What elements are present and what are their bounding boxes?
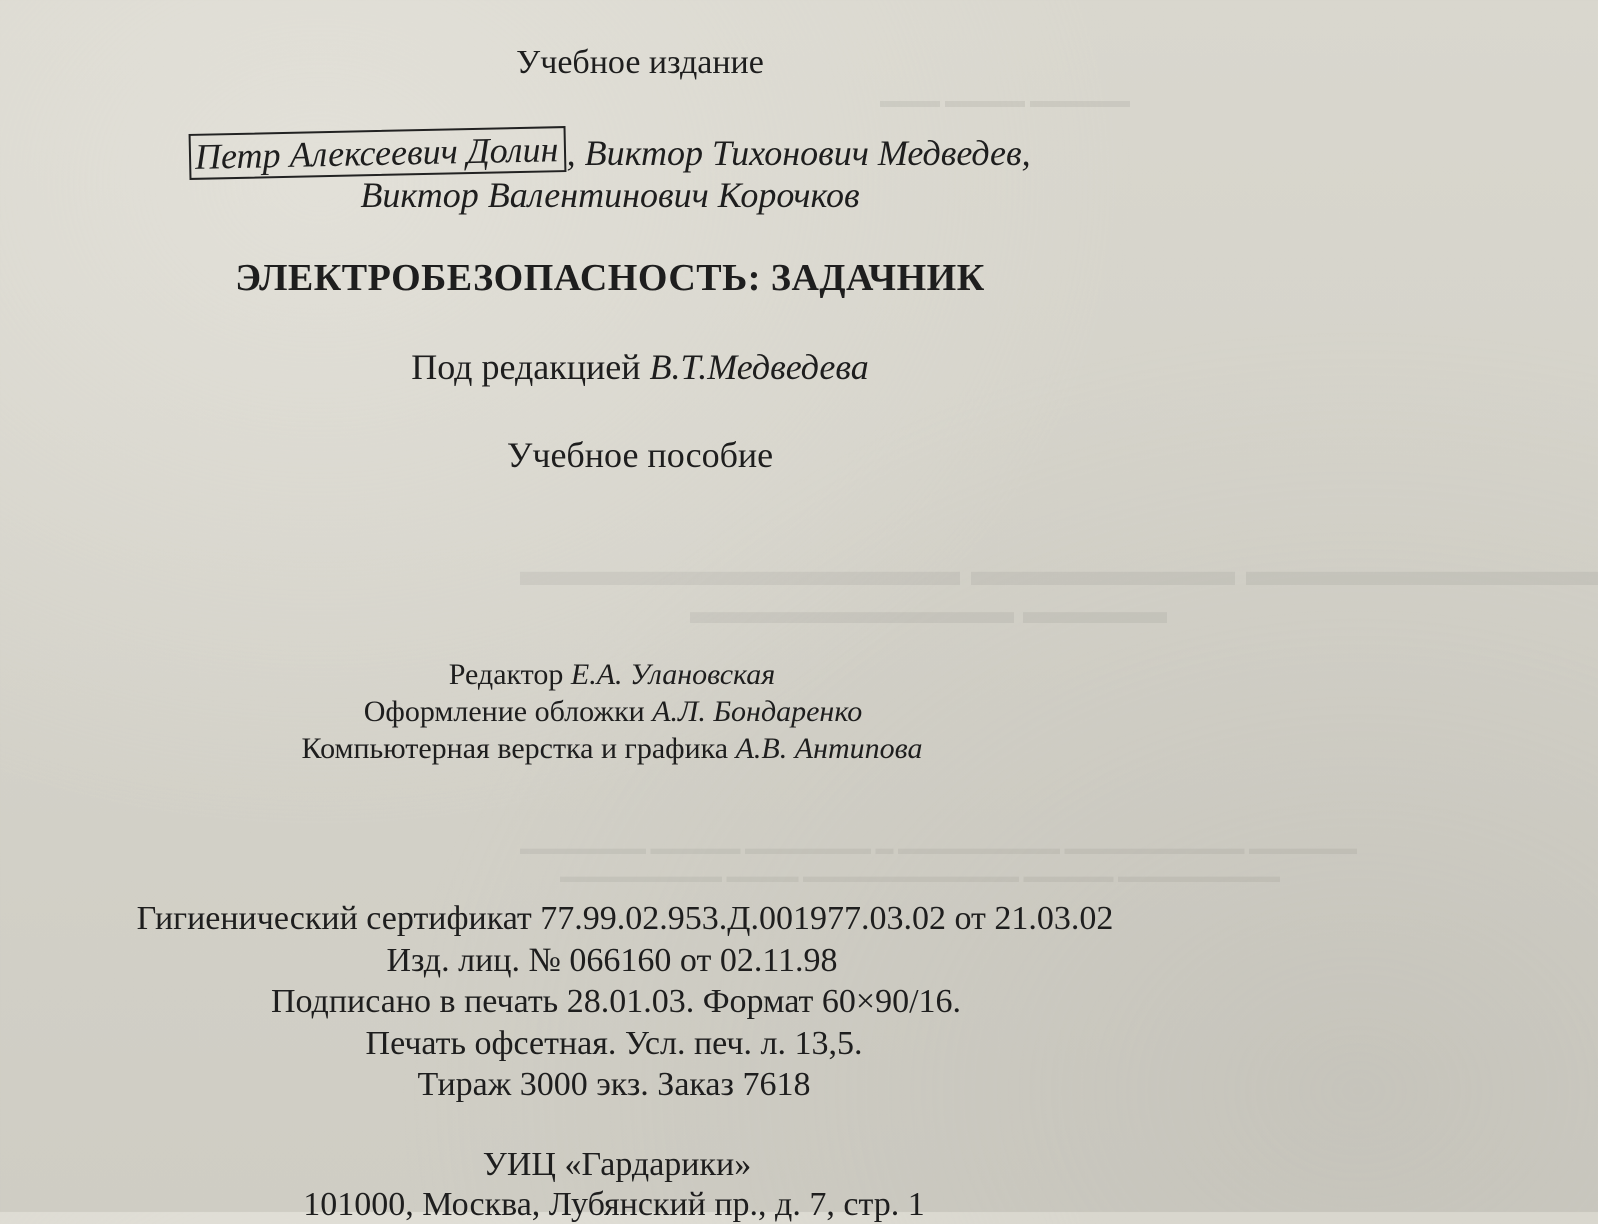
publisher-name: УИЦ «Гардарики» (482, 1146, 752, 1183)
bleed-through-text: ▬▬▬▬▬▬▬▬▬ ▬▬▬▬ (690, 591, 1167, 631)
edition-type: Учебное издание (516, 44, 764, 81)
credit-layout (0, 732, 1252, 766)
edited-by-label: Под редакцией (411, 347, 641, 387)
credit-editor-name: Е.А. Улановская (570, 658, 776, 691)
credit-cover-name: А.Л. Бондаренко (652, 695, 863, 728)
book-subtitle: Учебное пособие (506, 435, 774, 475)
credit-layout-label: Компьютерная верстка и графика (301, 732, 729, 765)
credit-cover-label: Оформление обложки (363, 695, 645, 728)
edited-by-name: В.Т.Медведева (649, 347, 869, 387)
imprint-run: Тираж 3000 экз. Заказ 7618 (417, 1066, 811, 1103)
authors-line-1 (0, 130, 1250, 176)
imprint-certificate: Гигиенический сертификат 77.99.02.953.Д.001977.03.02 от 21.03.02 (136, 900, 1114, 937)
credit-editor (0, 658, 1252, 692)
credit-cover (0, 695, 1253, 729)
bleed-through-text: ▬▬▬▬▬▬▬▬▬ ▬▬▬▬ ▬▬▬▬▬▬▬▬▬▬▬▬ ▬▬▬▬▬ ▬▬▬▬▬▬▬▬▬ (560, 866, 1280, 886)
bleed-through-text: ▬▬▬▬▬▬▬ ▬▬▬▬▬ ▬▬▬▬▬▬▬ ▬ ▬▬▬▬▬▬▬▬▬ ▬▬▬▬▬▬▬▬▬▬ ▬▬▬▬▬▬ (520, 838, 1357, 858)
imprint-signed: Подписано в печать 28.01.03. Формат 60×90/16. (270, 983, 962, 1020)
credit-layout-name: А.В. Антипова (735, 732, 923, 765)
imprint-printing: Печать офсетная. Усл. печ. л. 13,5. (365, 1025, 863, 1062)
credit-editor-label: Редактор (448, 658, 564, 691)
book-title: ЭЛЕКТРОБЕЗОПАСНОСТЬ: ЗАДАЧНИК (235, 257, 985, 299)
publisher-address: 101000, Москва, Лубянский пр., д. 7, стр. 1 (303, 1186, 925, 1223)
bleed-through-text: ▬▬▬ ▬▬▬▬ ▬▬▬▬▬ (880, 90, 1130, 112)
author-names: , Виктор Тихонович Медведев, (566, 133, 1031, 173)
authors-line-2: Виктор Валентинович Корочков (360, 175, 860, 215)
highlighted-author: Петр Алексеевич Долин (189, 126, 567, 180)
imprint-license: Изд. лиц. № 066160 от 02.11.98 (386, 942, 838, 979)
bleed-through-text: ▬▬▬▬▬▬▬▬ ▬▬▬▬▬▬ ▬▬▬▬▬▬▬▬▬▬ (520, 546, 1598, 595)
edited-by (0, 346, 1280, 388)
